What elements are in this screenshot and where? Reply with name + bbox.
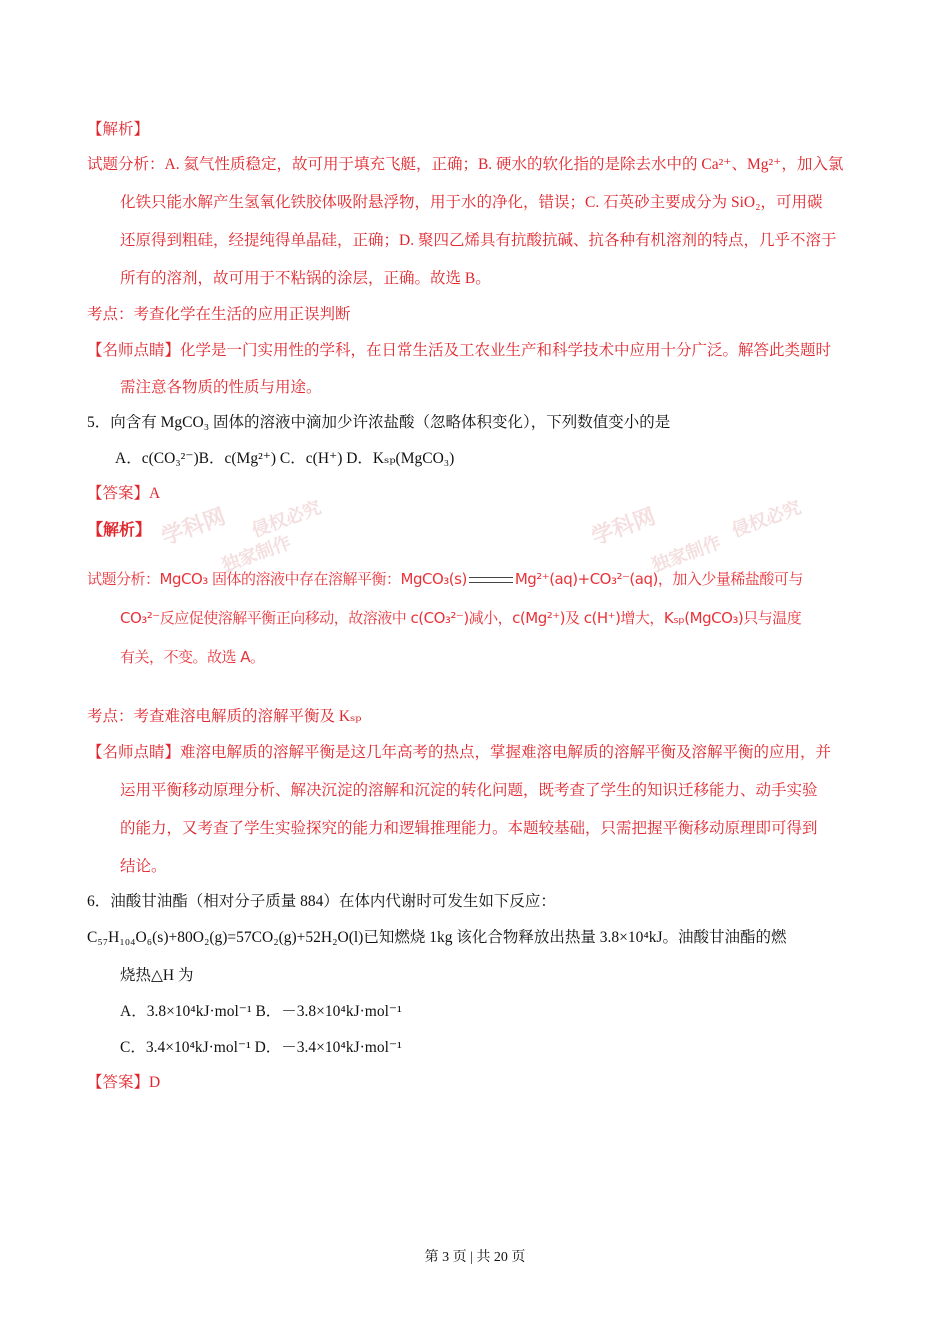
analysis-line: 所有的溶剂，故可用于不粘锅的涂层，正确。故选 B。	[120, 270, 491, 287]
answer: 【答案】A	[87, 485, 161, 502]
analysis-tag: 【解析】	[87, 520, 152, 539]
watermark: 学科网	[588, 504, 659, 551]
analysis-line: CO₃²⁻反应促使溶解平衡正向移动，故溶液中 c(CO₃²⁻)减小，c(Mg²⁺)及 c(H⁺)增大，Kₛₚ(MgCO₃)只与温度	[120, 609, 802, 627]
question-6-equation: 烧热△H 为	[120, 967, 194, 984]
mingshi-line: 【名师点睛】化学是一门实用性的学科，在日常生活及工农业生产和科学技术中应用十分广泛。解答此类题时	[87, 342, 832, 359]
kaodian: 考点：考查化学在生活的应用正误判断	[87, 306, 351, 323]
watermark: 侵权必究	[249, 497, 324, 542]
kaodian: 考点：考查难溶电解质的溶解平衡及 Kₛₚ	[87, 708, 362, 725]
question-5-stem: 5．向含有 MgCO₃ 固体的溶液中滴加少许浓盐酸（忽略体积变化），下列数值变小的是	[87, 414, 671, 431]
question-6-equation: C₅₇H₁₀₄O₆(s)+80O₂(g)=57CO₂(g)+52H₂O(l)已知燃烧 1kg 该化合物释放出热量 3.8×10⁴kJ。油酸甘油酯的燃	[87, 929, 787, 946]
mingshi-line: 需注意各物质的性质与用途。	[120, 379, 322, 396]
mingshi-line: 结论。	[120, 858, 167, 875]
watermark: 独家制作	[219, 532, 294, 577]
page-footer: 第 3 页 | 共 20 页	[424, 1250, 526, 1265]
analysis-line: 还原得到粗硅，经提纯得单晶硅，正确；D. 聚四乙烯具有抗酸抗碱、抗各种有机溶剂的特点，几乎不溶于	[120, 232, 837, 249]
analysis-text: 试题分析：MgCO₃ 固体的溶液中存在溶解平衡：MgCO₃(s)	[87, 570, 467, 588]
watermark: 学科网	[158, 504, 229, 551]
analysis-line	[87, 568, 803, 589]
analysis-text: Mg²⁺(aq)+CO₃²⁻(aq)，加入少量稀盐酸可与	[514, 570, 803, 588]
equilibrium-arrow-icon	[469, 575, 513, 585]
analysis-line: 化铁只能水解产生氢氧化铁胶体吸附悬浮物，用于水的净化，错误；C. 石英砂主要成分为 SiO₂，可用碳	[120, 194, 823, 211]
mingshi-line: 【名师点睛】难溶电解质的溶解平衡是这几年高考的热点，掌握难溶电解质的溶解平衡及溶解平衡的应用，并	[87, 744, 832, 761]
watermark: 侵权必究	[729, 497, 804, 542]
question-6-stem: 6．油酸甘油酯（相对分子质量 884）在体内代谢时可发生如下反应：	[87, 893, 556, 910]
question-6-options: C．3.4×10⁴kJ·mol⁻¹ D．－3.4×10⁴kJ·mol⁻¹	[120, 1039, 402, 1056]
analysis-line: 有关，不变。故选 A。	[120, 648, 265, 666]
analysis-line: 试题分析：A. 氦气性质稳定，故可用于填充飞艇，正确；B. 硬水的软化指的是除去水中的 Ca²⁺、Mg²⁺，加入氯	[87, 156, 844, 173]
watermark: 独家制作	[649, 532, 724, 577]
question-5-options: A．c(CO₃²⁻)B．c(Mg²⁺) C．c(H⁺) D．Kₛₚ(MgCO₃)	[115, 450, 455, 467]
mingshi-line: 运用平衡移动原理分析、解决沉淀的溶解和沉淀的转化问题，既考查了学生的知识迁移能力、动手实验	[120, 782, 818, 799]
question-6-options: A．3.8×10⁴kJ·mol⁻¹ B．－3.8×10⁴kJ·mol⁻¹	[120, 1003, 402, 1020]
analysis-tag: 【解析】	[87, 121, 150, 138]
answer: 【答案】D	[87, 1074, 161, 1091]
mingshi-line: 的能力，又考查了学生实验探究的能力和逻辑推理能力。本题较基础，只需把握平衡移动原理即可得到	[120, 820, 818, 837]
